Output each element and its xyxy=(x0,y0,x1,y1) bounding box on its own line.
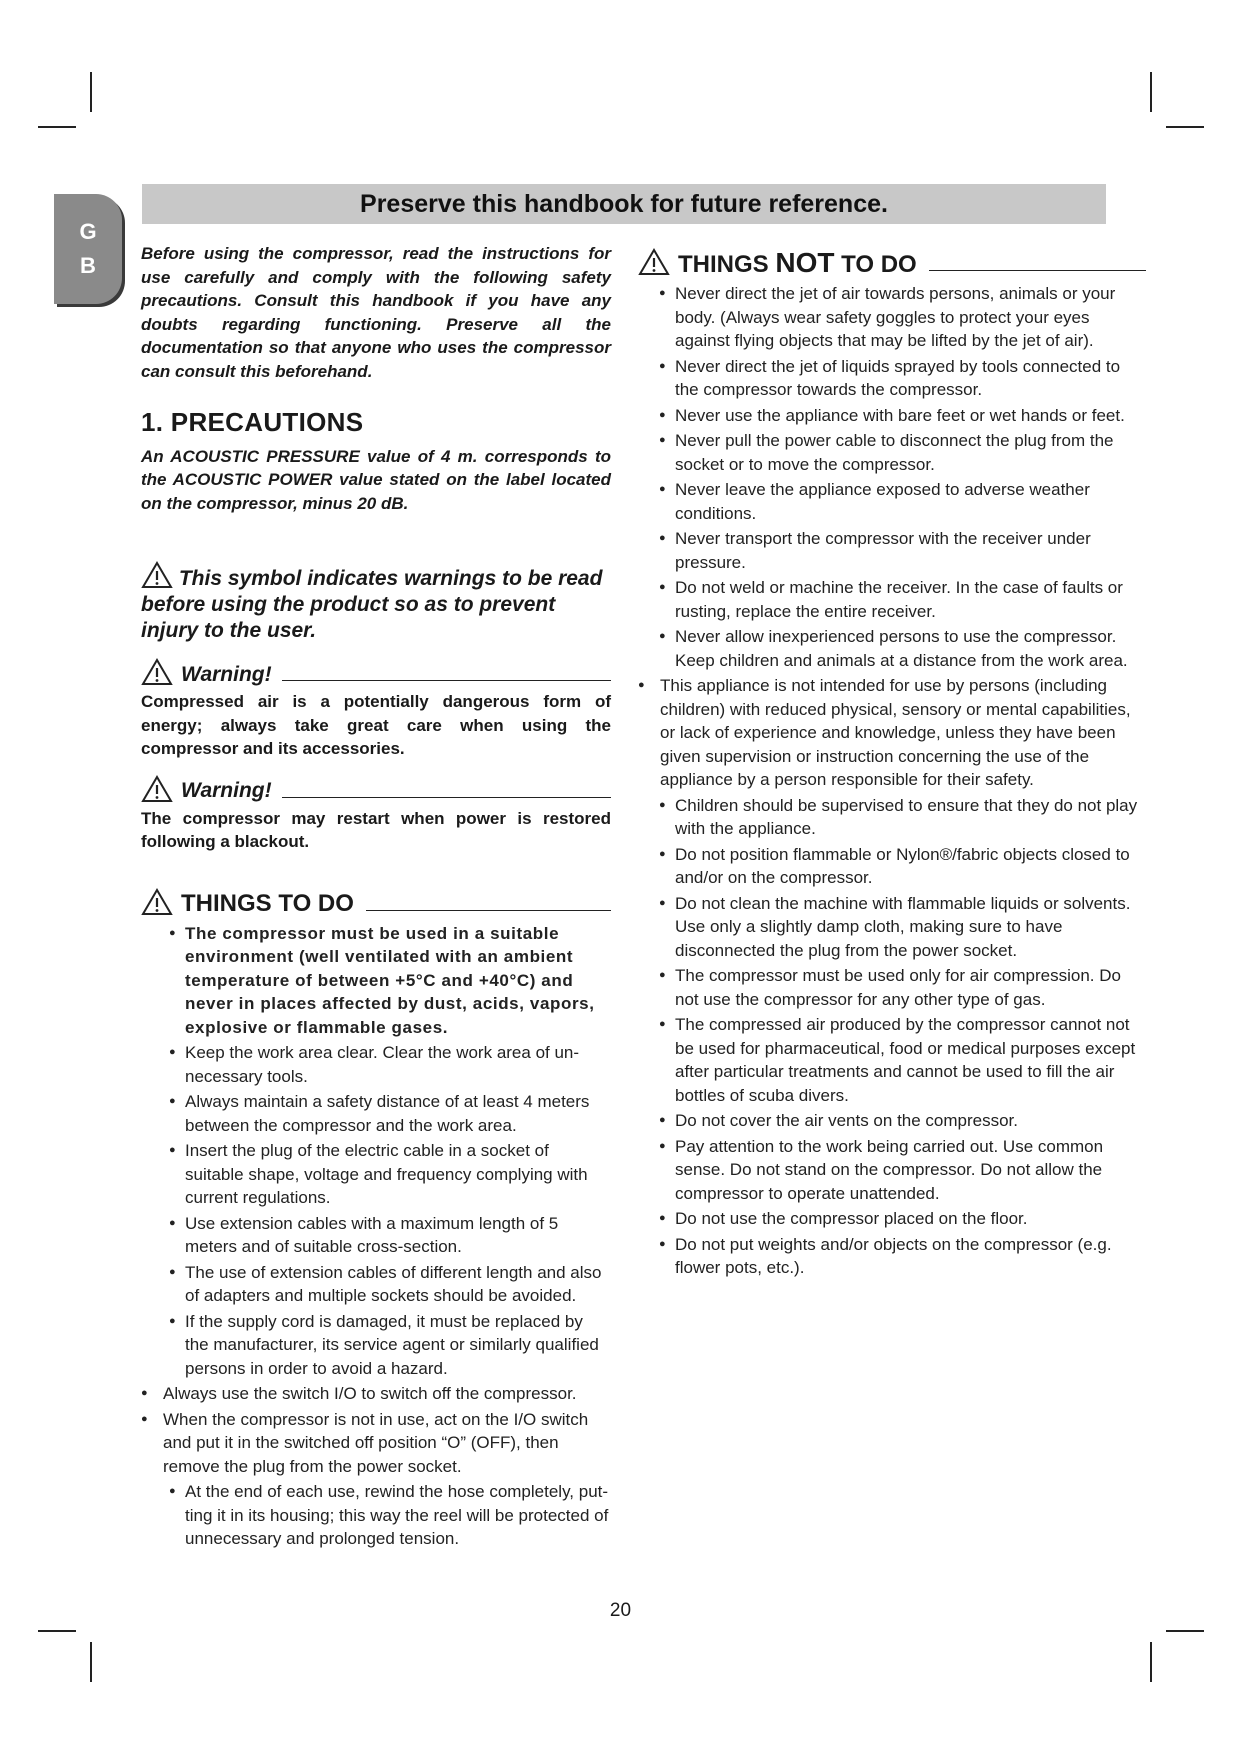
handbook-banner: Preserve this handbook for future reference. xyxy=(142,184,1106,224)
warning-triangle-icon xyxy=(141,561,173,589)
page-number: 20 xyxy=(609,1600,632,1621)
crop-mark xyxy=(38,126,76,128)
warning-text: Compressed air is a potentially dangerous form of energy; always take great care when using the compressor and its accessories. xyxy=(141,692,611,758)
list-item: ● Never allow inexperienced persons to use the compressor. Keep children and animals at a distance from the work area. xyxy=(653,625,1146,672)
warning-label: Warning! xyxy=(181,662,272,686)
warning-label: Warning! xyxy=(181,779,272,802)
list-item: ● Insert the plug of the electric cable in a socket of suitable shape, voltage and frequency complying with current regulations. xyxy=(163,1139,611,1210)
crop-mark xyxy=(1166,126,1204,128)
warning-triangle-icon xyxy=(141,775,173,803)
list-item: ● The use of extension cables of different length and also of adapters and multiple sockets should be avoided. xyxy=(163,1261,611,1308)
list-item: ● Always maintain a safety distance of at least 4 meters between the compressor and the work area. xyxy=(163,1090,611,1137)
list-item: ● Do not use the compressor placed on the floor. xyxy=(653,1207,1146,1231)
list-item: ● Keep the work area clear. Clear the work area of un-necessary tools. xyxy=(163,1041,611,1088)
intro-text: Before using the compressor, read the instructions for use carefully and comply with the following safety precautions. Consult this handbook if you have any doubts regarding functioning. Preserve all the documentation so that anyone who uses the compressor can consult this beforehand. xyxy=(141,244,611,381)
list-item: ● Do not put weights and/or objects on the compressor (e.g. flower pots, etc.). xyxy=(653,1233,1146,1280)
title-prefix: THINGS xyxy=(678,250,769,278)
crop-mark xyxy=(90,1642,92,1682)
things-to-do-list xyxy=(141,922,611,1551)
list-item: ● Never direct the jet of liquids sprayed by tools connected to the compressor towards the compressor. xyxy=(653,355,1146,402)
list-item: ● This appliance is not intended for use by persons (including children) with reduced physical, sensory or mental capabilities, or lack of experience and knowledge, unless they have been given supervision or instruction concerning the use of the appliance by a person responsible for their safety. xyxy=(638,674,1146,792)
heading-rule xyxy=(282,797,611,798)
list-item: ● Never leave the appliance exposed to adverse weather conditions. xyxy=(653,478,1146,525)
list-item: ● At the end of each use, rewind the hose completely, put-ting it in its housing; this way the reel will be protected of unnecessary and prolonged tension. xyxy=(163,1480,611,1551)
list-item: ● Always use the switch I/O to switch off the compressor. xyxy=(141,1382,611,1406)
things-not-to-do-title xyxy=(678,246,917,278)
heading-rule xyxy=(366,910,611,911)
list-item: ● Pay attention to the work being carried out. Use common sense. Do not stand on the compressor. Do not allow the compressor to operate unattended. xyxy=(653,1135,1146,1206)
warning-triangle-icon xyxy=(141,658,173,686)
list-item: ● The compressed air produced by the compressor cannot not be used for pharmaceutical, food or medical purposes except after particular treatments and cannot be used to fill the air bottles of scuba divers. xyxy=(653,1013,1146,1107)
warning-triangle-icon xyxy=(141,888,173,916)
list-item: ● The compressor must be used only for air compression. Do not use the compressor for any other type of gas. xyxy=(653,964,1146,1011)
crop-mark xyxy=(1150,72,1152,112)
section-title: 1. PRECAUTIONS xyxy=(141,407,364,437)
things-not-to-do-list xyxy=(638,282,1146,1280)
list-item: ● Do not weld or machine the receiver. In the case of faults or rusting, replace the entire receiver. xyxy=(653,576,1146,623)
things-to-do-heading xyxy=(141,888,611,916)
list-item: ● If the supply cord is damaged, it must be replaced by the manufacturer, its service agent or similarly qualified persons in order to avoid a hazard. xyxy=(163,1310,611,1381)
warning-heading xyxy=(141,775,611,803)
language-tab xyxy=(54,194,122,304)
right-column xyxy=(638,242,1146,1282)
list-item: ● Never direct the jet of air towards persons, animals or your body. (Always wear safety goggles to protect your eyes against flying objects that may be lifted by the jet of air). xyxy=(653,282,1146,353)
warning-text: The compressor may restart when power is restored following a blackout. xyxy=(141,808,611,851)
warning-heading xyxy=(141,658,611,686)
crop-mark xyxy=(1150,1642,1152,1682)
crop-mark xyxy=(1166,1630,1204,1632)
left-column xyxy=(141,242,611,1553)
things-to-do-title: THINGS TO DO xyxy=(181,890,354,917)
list-item: ● Do not clean the machine with flammable liquids or solvents. Use only a slightly damp cloth, making sure to have disconnected the plug from the power socket. xyxy=(653,892,1146,963)
list-item: ● Do not position flammable or Nylon®/fabric objects closed to and/or on the compressor. xyxy=(653,843,1146,890)
language-letter: B xyxy=(80,253,96,278)
list-item: ● Never pull the power cable to disconnect the plug from the socket or to move the compressor. xyxy=(653,429,1146,476)
acoustic-note: An ACOUSTIC PRESSURE value of 4 m. corresponds to the ACOUSTIC POWER value stated on the label located on the compressor, minus 20 dB. xyxy=(141,446,611,513)
language-letter: G xyxy=(79,219,97,244)
heading-rule xyxy=(282,680,611,681)
list-item: ● When the compressor is not in use, act on the I/O switch and put it in the switched off position “O” (OFF), then remove the plug from the power socket. xyxy=(141,1408,611,1479)
symbol-note xyxy=(141,561,611,644)
heading-rule xyxy=(929,270,1146,271)
list-item: ● The compressor must be used in a suitable environment (well ventilated with an ambient temperature of between +5°C and +40°C) and never in places affected by dust, acids, vapors, explosive or flammable gases. xyxy=(163,922,611,1040)
title-not: NOT xyxy=(775,246,835,278)
list-item: ● Never use the appliance with bare feet or wet hands or feet. xyxy=(653,404,1146,428)
things-not-to-do-heading xyxy=(638,248,1146,276)
list-item: ● Use extension cables with a maximum length of 5 meters and of suitable cross-section. xyxy=(163,1212,611,1259)
list-item: ● Children should be supervised to ensure that they do not play with the appliance. xyxy=(653,794,1146,841)
symbol-note-text: This symbol indicates warnings to be read before using the product so as to prevent injury to the user. xyxy=(141,567,603,642)
crop-mark xyxy=(90,72,92,112)
list-item: ● Do not cover the air vents on the compressor. xyxy=(653,1109,1146,1133)
warning-triangle-icon xyxy=(638,248,670,276)
list-item: ● Never transport the compressor with the receiver under pressure. xyxy=(653,527,1146,574)
crop-mark xyxy=(38,1630,76,1632)
title-suffix: TO DO xyxy=(841,250,917,278)
